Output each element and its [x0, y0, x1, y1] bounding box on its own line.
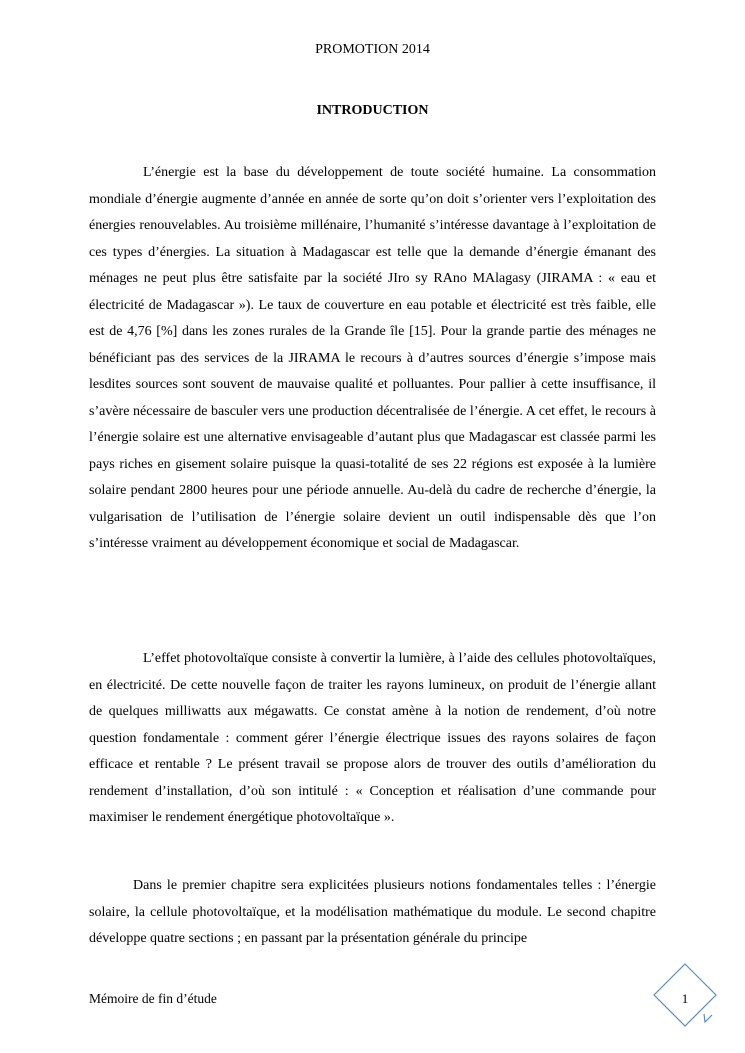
- badge-fold: [704, 1014, 712, 1022]
- paragraph-2: L’effet photovoltaïque consiste à convertir la lumière, à l’aide des cellules photovoltaïques, en électricité. De cette nouvelle façon de traiter les rayons lumineux, on produit de l’énergie allant de quelques milliwatts aux mégawatts. Ce constat amène à la notion de rendement, d’où notre question fondamentale : comment gérer l’énergie électrique issues des rayons solaires de façon efficace et rentable ? Le présent travail se propose alors de trouver des outils d’amélioration du rendement d’installation, d’où son intitulé : « Conception et réalisation d’une commande pour maximiser le rendement énergétique photovoltaïque ».: [89, 651, 656, 825]
- page-number: 1: [681, 991, 689, 1006]
- paragraph-1: L’énergie est la base du développement de toute société humaine. La consommation mondiale d’énergie augmente d’année en année de sorte qu’on doit s’orienter vers l’exploitation des énergies renouvelables. Au troisième millénaire, l’humanité s’intéresse davantage à l’exploitation de ces types d’énergies. La situation à Madagascar est telle que la demande d’énergie émanant des ménages ne peut plus être satisfaite par la société JIro sy RAno MAlagasy (JIRAMA : « eau et électricité de Madagascar »). Le taux de couverture en eau potable et électricité est très faible, elle est de 4,76 [%] dans les zones rurales de la Grande île [15]. Pour la grande partie des ménages ne bénéficiant pas des services de la JIRAMA le recours à d’autres sources d’énergie s’impose mais lesdites sources sont souvent de mauvaise qualité et polluantes. Pour pallier à cette insuffisance, il s’avère nécessaire de basculer vers une production décentralisée de l’énergie. A cet effet, le recours à l’énergie solaire est une alternative envisageable d’autant plus que Madagascar est classée parmi les pays riches en gisement solaire puisque la quasi-totalité de ses 22 régions est exposée à la lumière solaire pendant 2800 heures pour une période annuelle. Au-delà du cadre de recherche d’énergie, la vulgarisation de l’utilisation de l’énergie solaire devient un outil indispensable dès que l’on s’intéresse vraiment au développement économique et social de Madagascar.: [89, 165, 656, 551]
- paragraph-3: Dans le premier chapitre sera explicitées plusieurs notions fondamentales telles : l’énergie solaire, la cellule photovoltaïque, et la modélisation mathématique du module. Le second chapitre développe quatre sections ; en passant par la présentation générale du principe: [89, 878, 656, 946]
- page-header: PROMOTION 2014: [315, 42, 430, 57]
- section-title: INTRODUCTION: [316, 103, 429, 118]
- footer-text: Mémoire de fin d’étude: [89, 991, 217, 1006]
